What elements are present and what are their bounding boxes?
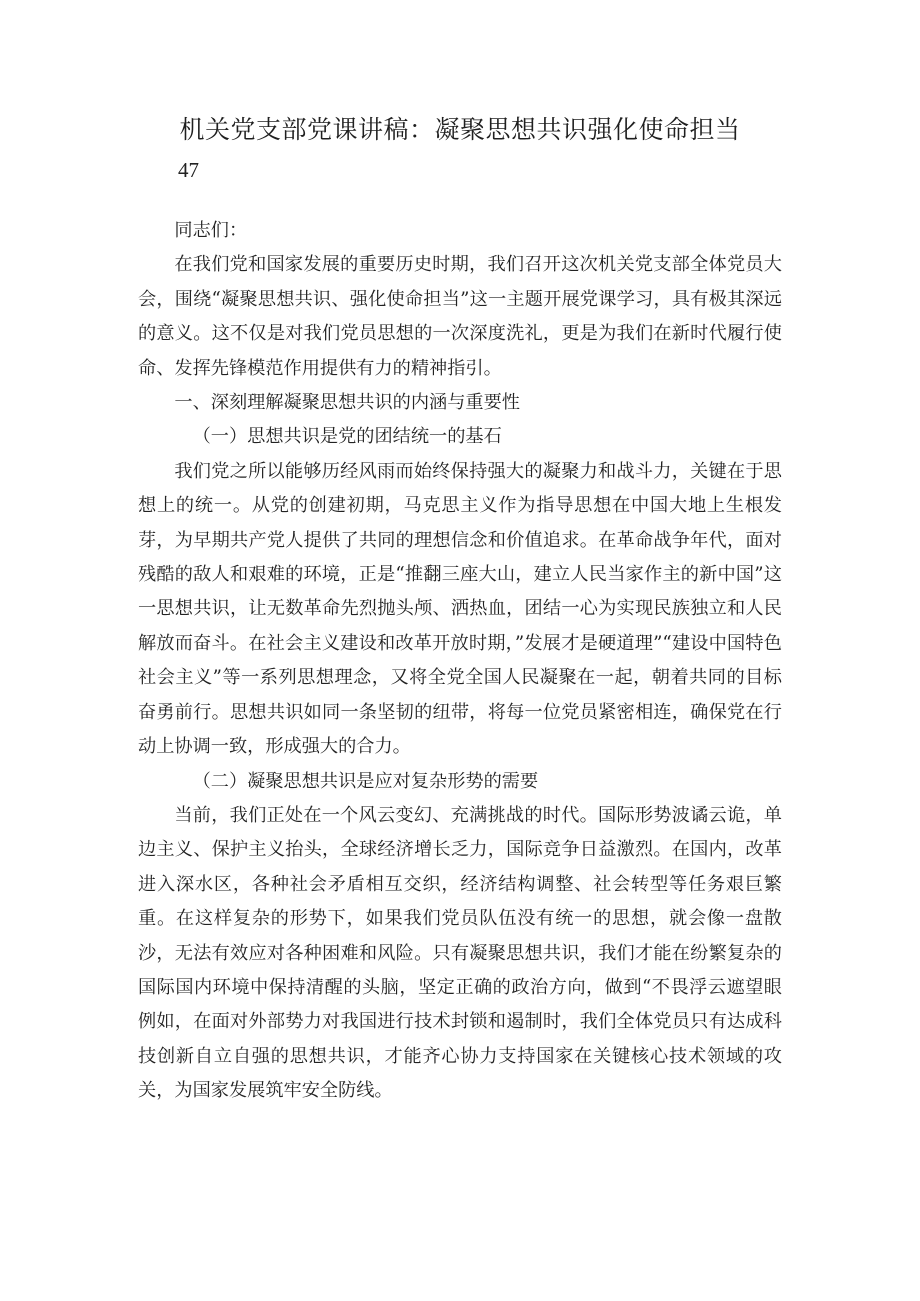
section-heading-1: 一、深刻理解凝聚思想共识的内涵与重要性 <box>174 392 520 414</box>
subsection-2-paragraph: 当前，我们正处在一个风云变幻、充满挑战的时代。国际形势波谲云诡，单边主义、保护主义抬头，全球经济增长乏力，国际竞争日益激烈。在国内，改革进入深水区，各种社会矛盾相互交织，经济结构调整、社会转型等任务艰巨繁重。在这样复杂的形势下，如果我们党员队伍没有统一的思想，就会像一盘散沙，无法有效应对各种困难和风险。只有凝聚思想共识，我们才能在纷繁复杂的国际国内环境中保持清醒的头脑，坚定正确的政治方向，做到“不畏浮云遮望眼例如，在面对外部势力对我国进行技术封锁和遏制时，我们全体党员只有达成科技创新自立自强的思想共识，才能齐心协力支持国家在关键核心技术领域的攻关，为国家发展筑牢安全防线。 <box>138 804 782 1102</box>
document-title: 机关党支部党课讲稿：凝聚思想共识强化使命担当 <box>179 115 741 144</box>
subsection-heading-2: （二）凝聚思想共识是应对复杂形势的需要 <box>192 770 539 792</box>
subsection-heading-1: （一）思想共识是党的团结统一的基石 <box>192 426 502 448</box>
subsection-1-paragraph: 我们党之所以能够历经风雨而始终保持强大的凝聚力和战斗力，关键在于思想上的统一。从党的创建初期，马克思主义作为指导思想在中国大地上生根发芽，为早期共产党人提供了共同的理想信念和价值追求。在革命战争年代，面对残酷的敌人和艰难的环境，正是“推翻三座大山，建立人民当家作主的新中国”这一思想共识，让无数革命先烈抛头颅、洒热血，团结一心为实现民族独立和人民解放而奋斗。在社会主义建设和改革开放时期，”发展才是硬道理”“建设中国特色社会主义”等一系列思想理念，又将全党全国人民凝聚在一起，朝着共同的目标奋勇前行。思想共识如同一条坚韧的纽带，将每一位党员紧密相连，确保党在行动上协调一致，形成强大的合力。 <box>138 460 782 758</box>
document-body <box>138 214 782 1109</box>
salutation: 同志们： <box>174 220 248 241</box>
intro-paragraph: 在我们党和国家发展的重要历史时期，我们召开这次机关党支部全体党员大会，围绕“凝聚思想共识、强化使命担当”这一主题开展党课学习，具有极其深远的意义。这不仅是对我们党员思想的一次深度洗礼，更是为我们在新时代履行使命、发挥先锋模范作用提供有力的精神指引。 <box>138 254 782 379</box>
page-number: 47 <box>178 158 199 182</box>
